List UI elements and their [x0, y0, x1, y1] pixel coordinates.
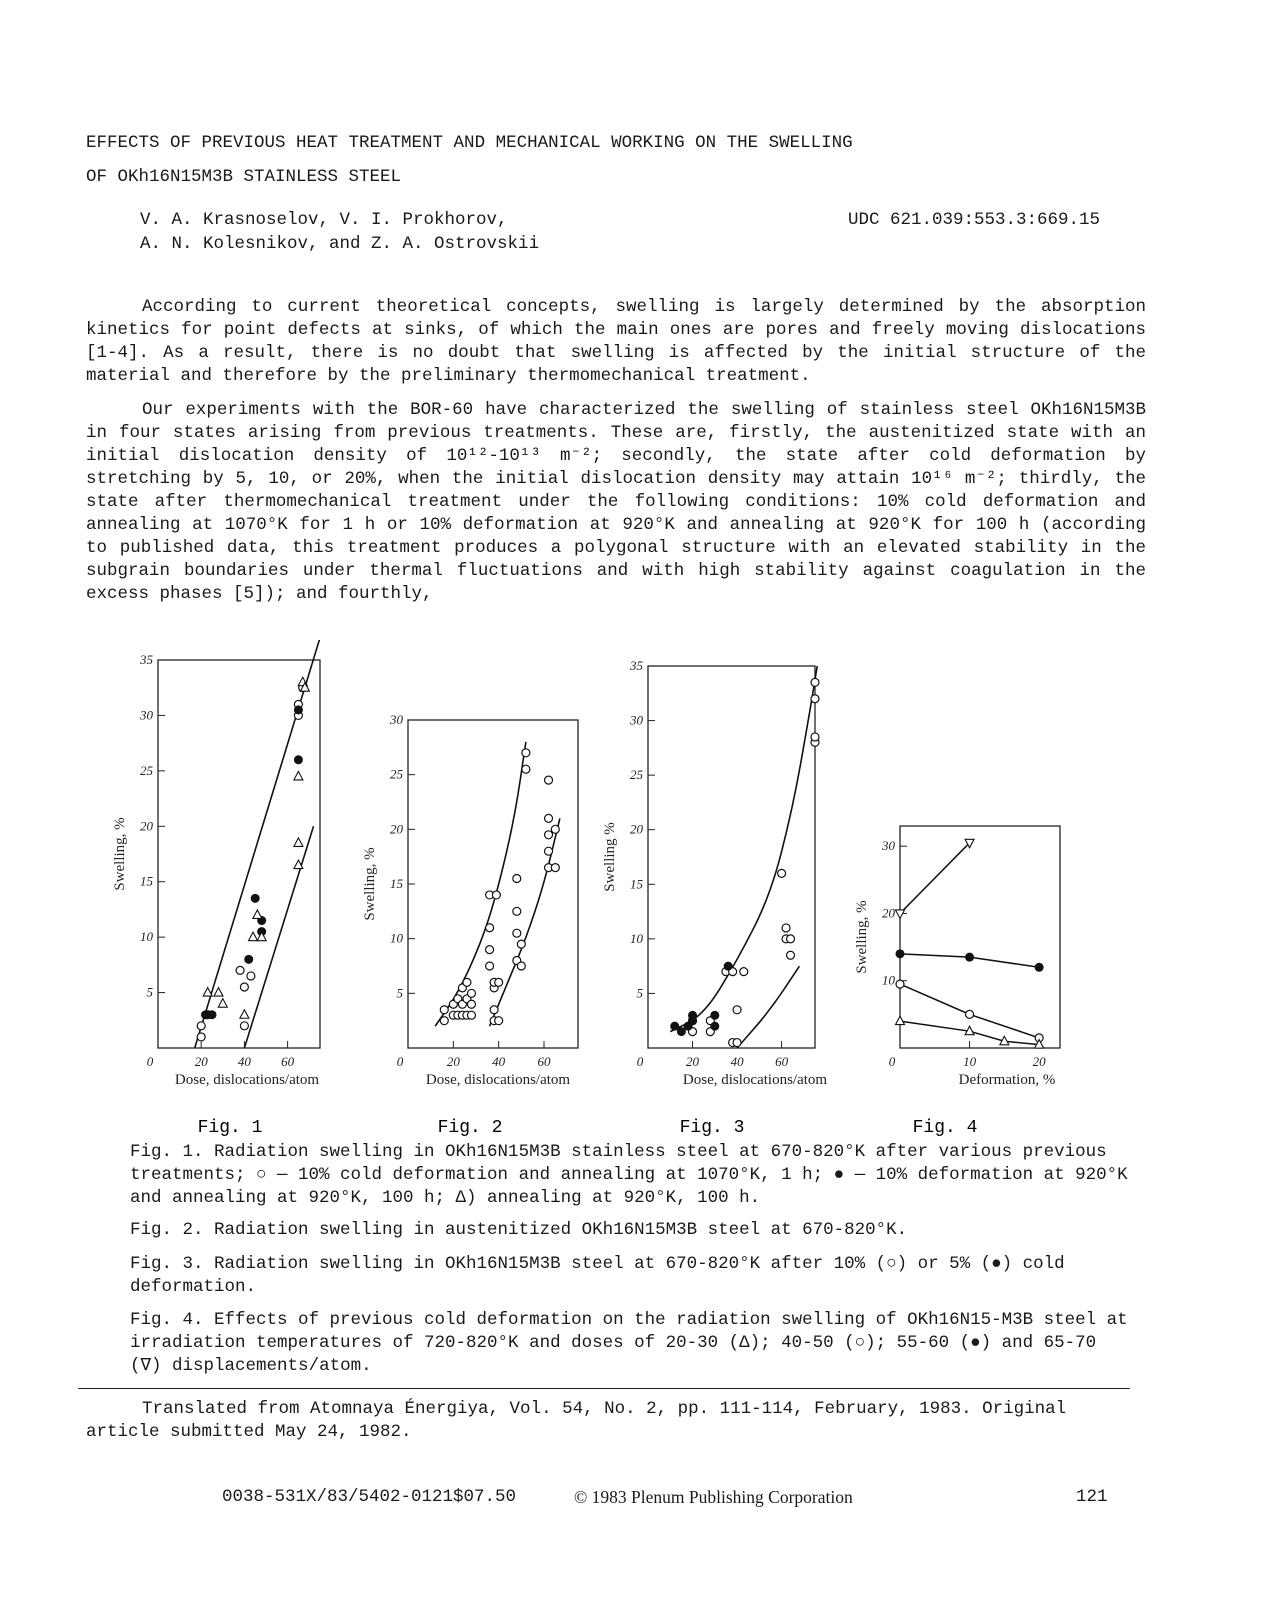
data-point-open-circle	[811, 678, 819, 686]
x-axis-label: Deformation, %	[958, 1072, 1056, 1088]
data-point-open-circle	[240, 983, 248, 991]
data-point-open-circle	[522, 765, 530, 773]
data-point-open-circle	[197, 1022, 205, 1030]
y-axis-label: Swelling, %	[112, 817, 128, 891]
y-tick-label: 30	[390, 712, 403, 727]
fit-curve	[670, 666, 817, 1032]
data-point-open-circle	[486, 962, 494, 970]
y-tick-label: 10	[882, 972, 895, 988]
fit-curve	[435, 742, 526, 1026]
data-point-open-circle	[247, 972, 255, 980]
footnote-rule	[78, 1388, 1130, 1389]
x-tick-label: 0	[396, 1054, 404, 1069]
data-point-open-circle	[551, 825, 559, 833]
data-point-open-circle	[490, 1006, 498, 1014]
x-tick-label: 40	[237, 1054, 251, 1069]
data-point-open-circle	[240, 1022, 248, 1030]
y-tick-label: 30	[630, 712, 643, 728]
plot-frame	[900, 826, 1060, 1048]
data-point-filled-circle	[294, 705, 303, 714]
author-list: V. A. Krasnoselov, V. I. Prokhorov, A. N. Kolesnikov, and Z. A. Ostrovskii	[140, 210, 540, 254]
y-tick-label: 25	[390, 766, 403, 782]
data-point-open-circle	[495, 1017, 503, 1025]
data-point-open-circle	[522, 749, 530, 757]
data-point-triangle	[249, 932, 258, 941]
data-point-triangle	[294, 771, 303, 780]
y-tick-label: 30	[140, 707, 153, 723]
data-point-open-circle	[545, 847, 553, 855]
data-point-open-circle	[513, 907, 521, 915]
y-tick-label: 20	[140, 818, 153, 834]
caption-fig4: Fig. 4. Effects of previous cold deformation on the radiation swelling of OKh16N15-M3B steel at irradiation temperatures of 720-820°K and doses of 20-30 (Δ); 40-50 (○); 55-60 (●) and 65-70 (∇) displacements/atom.	[130, 1310, 1128, 1376]
data-point-filled-circle	[896, 949, 905, 958]
data-point-open-circle	[545, 831, 553, 839]
y-axis-label: Swelling, %	[854, 900, 870, 974]
data-point-open-circle	[440, 1006, 448, 1014]
data-point-open-circle	[811, 695, 819, 703]
y-tick-label: 15	[390, 876, 403, 891]
data-point-triangle	[214, 988, 223, 997]
data-point-open-circle	[545, 776, 553, 784]
x-tick-label: 20	[686, 1054, 700, 1069]
x-axis-label: Dose, dislocations/atom	[425, 1072, 571, 1088]
caption-fig1: Fig. 1. Radiation swelling in OKh16N15M3B stainless steel at 670-820°K after various previous treatments; ○ — 10% cold deformation and annealing at 1070°K, 1 h; ● — 10% deformation at 920°K and annealing at 920°K, 100 h; Δ) annealing at 920°K, 100 h.	[130, 1142, 1128, 1208]
body-paragraph-2: Our experiments with the BOR-60 have characterized the swelling of stainless steel OKh16N15M3B in four states arising from previous treatments. These are, firstly, the austenitized state with an initial dislocation density of 10¹²-10¹³ m⁻²; secondly, the state after cold deformation by stretching by 5, 10, or 20%, when the initial dislocation density may attain 10¹⁶ m⁻²; thirdly, the state after thermomechanical treatment under the following conditions: 10% cold deformation and annealing at 1070°K for 1 h or 10% deformation at 920°K and annealing at 920°K for 100 h (according to published data, this treatment produces a polygonal structure with an elevated stability in the subgrain boundaries under thermal fluctuations and with high stability against coagulation in the excess phases [5]); and fourthly,	[86, 400, 1146, 604]
data-point-open-circle	[440, 1017, 448, 1025]
caption-fig2: Fig. 2. Radiation swelling in austenitized OKh16N15M3B steel at 670-820°K.	[130, 1220, 908, 1240]
x-tick-label: 60	[775, 1054, 789, 1069]
copyright-notice: © 1983 Plenum Publishing Corporation	[574, 1487, 853, 1507]
y-tick-label: 10	[630, 930, 643, 946]
data-point-triangle	[294, 838, 303, 847]
y-tick-label: 10	[140, 929, 153, 945]
y-tick-label: 30	[882, 838, 895, 854]
data-point-open-circle	[517, 962, 525, 970]
data-point-open-circle	[467, 1000, 475, 1008]
x-tick-label: 0	[146, 1054, 154, 1069]
data-point-open-circle	[778, 869, 786, 877]
data-point-open-circle	[463, 978, 471, 986]
data-point-filled-circle	[688, 1011, 697, 1020]
data-point-open-circle	[787, 951, 795, 959]
data-point-filled-circle	[208, 1010, 217, 1019]
article-title: EFFECTS OF PREVIOUS HEAT TREATMENT AND MECHANICAL WORKING ON THE SWELLING OF OKh16N15M3B STAINLESS STEEL	[86, 133, 853, 187]
article-code: 0038-531X/83/5402-0121$07.50	[222, 1487, 517, 1507]
y-tick-label: 10	[390, 930, 403, 946]
data-point-filled-circle	[294, 755, 303, 764]
data-point-open-circle	[486, 946, 494, 954]
body-paragraph-1: According to current theoretical concepts, swelling is largely determined by the absorption kinetics for point defects at sinks, of which the main ones are pores and freely moving dislocations [1-4]. As a result, there is no doubt that swelling is affected by the initial structure of the material and therefore by the preliminary thermomechanical treatment.	[86, 297, 1146, 386]
y-tick-label: 15	[140, 873, 153, 889]
y-tick-label: 20	[630, 821, 643, 837]
y-axis-label: Swelling %	[602, 822, 618, 892]
figure-label: Fig. 1	[197, 1118, 263, 1138]
data-point-open-circle	[551, 864, 559, 872]
data-point-open-circle	[966, 1010, 974, 1018]
data-point-open-circle	[811, 733, 819, 741]
data-point-filled-circle	[710, 1011, 719, 1020]
y-tick-label: 35	[140, 652, 153, 667]
data-point-triangle	[253, 910, 262, 919]
chart-1	[112, 640, 320, 1138]
data-point-triangle	[240, 1010, 249, 1019]
data-point-triangle-down	[896, 910, 905, 919]
data-point-filled-circle	[710, 1022, 719, 1031]
data-point-open-circle	[197, 1033, 205, 1041]
data-point-triangle	[218, 999, 227, 1008]
x-tick-label: 20	[1032, 1054, 1046, 1069]
data-point-filled-circle	[1035, 963, 1044, 972]
y-tick-label: 5	[636, 985, 643, 1001]
x-tick-label: 60	[281, 1054, 295, 1069]
data-point-open-circle	[733, 1006, 741, 1014]
chart-3	[602, 658, 827, 1138]
chart-2	[362, 712, 578, 1138]
x-tick-label: 10	[963, 1054, 977, 1069]
x-axis-label: Dose, dislocations/atom	[174, 1072, 320, 1088]
plot-frame	[408, 720, 578, 1048]
y-tick-label: 5	[396, 985, 403, 1001]
translation-note: Translated from Atomnaya Énergiya, Vol. 54, No. 2, pp. 111-114, February, 1983. Original article submitted May 24, 1982.	[86, 1399, 1067, 1442]
data-point-open-circle	[236, 966, 244, 974]
data-point-open-circle	[492, 891, 500, 899]
data-point-open-circle	[545, 814, 553, 822]
figure-label: Fig. 4	[912, 1118, 978, 1138]
x-tick-label: 60	[537, 1054, 551, 1069]
plot-frame	[648, 666, 815, 1048]
data-point-filled-circle	[251, 894, 260, 903]
udc-code: UDC 621.039:553.3:669.15	[848, 210, 1101, 230]
x-tick-label: 40	[730, 1054, 744, 1069]
data-point-triangle	[203, 988, 212, 997]
data-point-open-circle	[787, 935, 795, 943]
figure-panel	[0, 640, 1261, 1140]
y-tick-label: 25	[630, 767, 643, 783]
data-point-filled-circle	[965, 953, 974, 962]
series-line	[900, 843, 970, 914]
data-point-open-circle	[740, 968, 748, 976]
x-tick-label: 40	[492, 1054, 506, 1069]
data-point-open-circle	[467, 989, 475, 997]
data-point-open-circle	[486, 924, 494, 932]
x-tick-label: 20	[194, 1054, 208, 1069]
y-tick-label: 20	[390, 821, 403, 837]
chart-4	[854, 826, 1060, 1138]
data-point-open-circle	[513, 875, 521, 883]
data-point-open-circle	[733, 1039, 741, 1047]
x-tick-label: 20	[446, 1054, 460, 1069]
data-point-filled-circle	[724, 962, 733, 971]
y-tick-label: 15	[630, 876, 643, 892]
y-tick-label: 35	[630, 658, 643, 673]
data-point-triangle	[896, 1016, 905, 1025]
data-point-open-circle	[513, 929, 521, 937]
page-number: 121	[1076, 1487, 1108, 1507]
data-point-open-circle	[495, 978, 503, 986]
data-point-open-circle	[467, 1011, 475, 1019]
figure-label: Fig. 3	[679, 1118, 745, 1138]
figure-label: Fig. 2	[437, 1118, 503, 1138]
data-point-open-circle	[517, 940, 525, 948]
y-tick-label: 25	[140, 762, 153, 778]
data-point-filled-circle	[244, 955, 253, 964]
data-point-open-circle	[896, 980, 904, 988]
y-tick-label: 20	[882, 905, 895, 921]
data-point-open-circle	[782, 924, 790, 932]
caption-fig3: Fig. 3. Radiation swelling in OKh16N15M3B steel at 670-820°K after 10% (○) or 5% (●) cold deformation.	[130, 1254, 1065, 1297]
y-tick-label: 5	[146, 984, 153, 1000]
fit-curve	[737, 966, 799, 1048]
y-axis-label: Swelling, %	[362, 847, 378, 921]
x-tick-label: 0	[636, 1054, 644, 1069]
x-tick-label: 0	[888, 1054, 896, 1069]
x-axis-label: Dose, dislocations/atom	[682, 1072, 828, 1088]
